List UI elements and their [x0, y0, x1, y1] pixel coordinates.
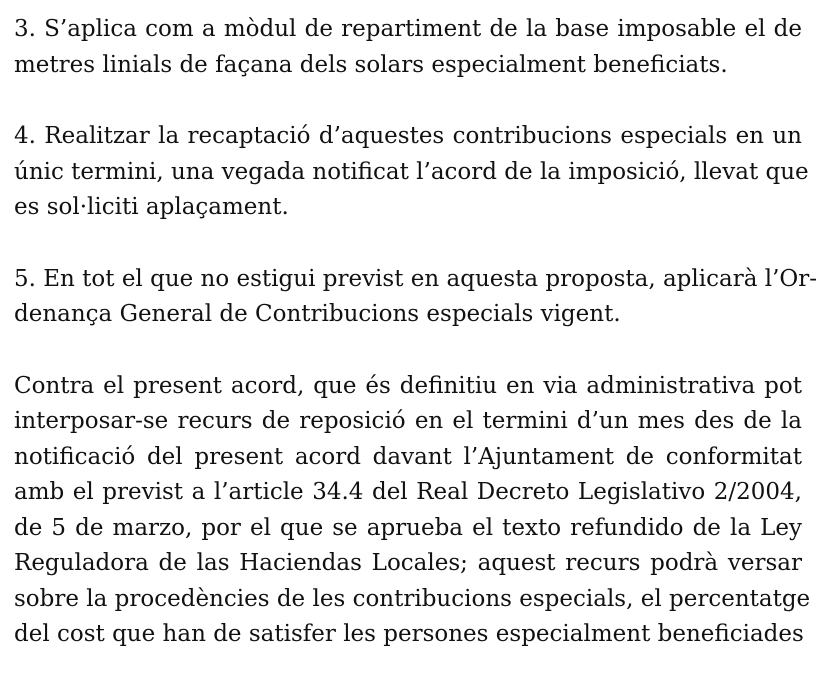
text-line: interposar-se recurs de reposició en el termini d’un mes des de la [14, 408, 802, 434]
text-line: 4. Realitzar la recaptació d’aquestes contribucions especials en un [14, 123, 802, 149]
text-line: amb el previst a l’article 34.4 del Real Decreto Legislativo 2/2004, [14, 479, 802, 505]
text-line: 3. S’aplica com a mòdul de repartiment de la base imposable el de [14, 16, 802, 42]
text-line: Reguladora de las Haciendas Locales; aquest recurs podrà versar [14, 550, 802, 576]
text-line: Contra el present acord, que és definitiu en via administrativa pot [14, 372, 802, 399]
text-line: del cost que han de satisfer les persones especialment beneficiades [14, 621, 804, 647]
text-line: denança General de Contribucions especials vigent. [14, 301, 621, 327]
text-line: de 5 de marzo, por el que se aprueba el texto refundido de la Ley [14, 514, 802, 541]
paragraph-3 [14, 12, 802, 83]
text-line: notificació del present acord davant l’Ajuntament de conformitat [14, 443, 802, 470]
document-page [14, 12, 818, 689]
text-line: metres linials de façana dels solars especialment beneficiats. [14, 51, 728, 78]
paragraph-appeal [14, 369, 811, 653]
paragraph-5 [14, 262, 818, 333]
text-line: es sol·liciti aplaçament. [14, 194, 289, 220]
paragraph-4 [14, 119, 809, 226]
text-line: 5. En tot el que no estigui previst en aquesta proposta, aplicarà l’Or- [14, 265, 818, 292]
text-line: únic termini, una vegada notificat l’acord de la imposició, llevat que [14, 158, 809, 185]
text-line: sobre la procedències de les contribucions especials, el percentatge [14, 585, 811, 612]
